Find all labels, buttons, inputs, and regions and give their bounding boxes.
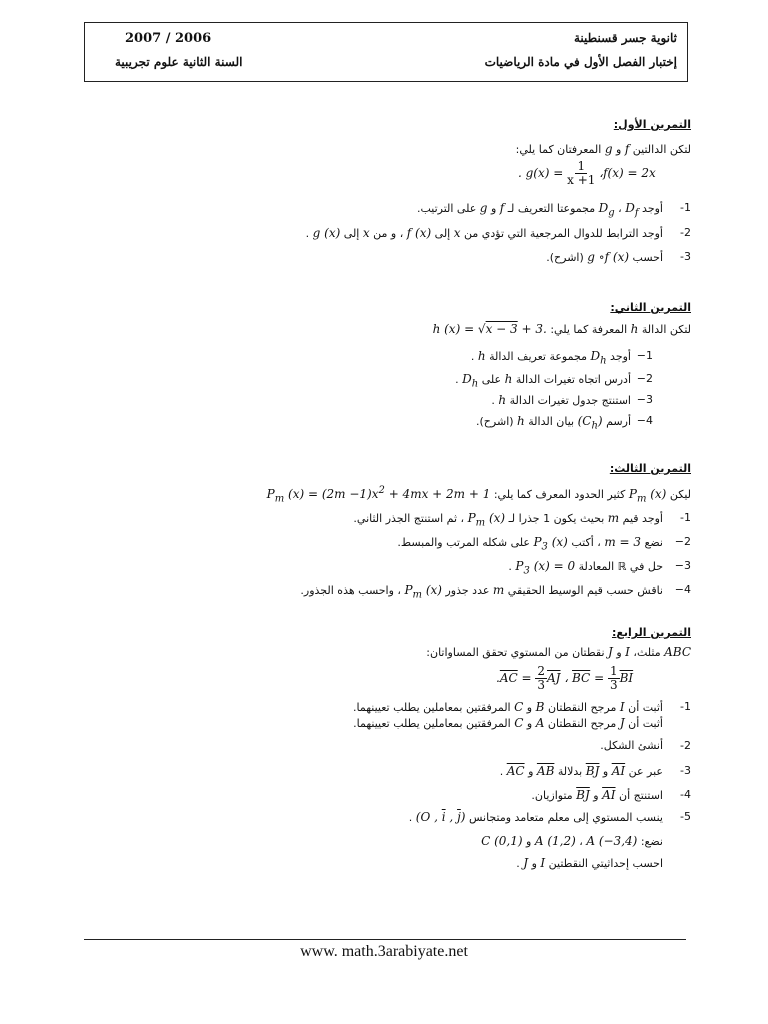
ex3-item-3: حل في ℝ المعادلة $P_3$ (x) = 0 . — [508, 559, 663, 577]
ex2-item-2: أدرس اتجاه تغيرات الدالة h على $D_h$ . — [455, 372, 631, 390]
ex1-item-2-number: -2 — [680, 226, 691, 239]
ex4-item-1-number: -1 — [680, 700, 691, 713]
ex3-item-2: نضع m = 3 ، أكتب $P_3$ (x) على شكله المرتب والمبسط. — [397, 535, 663, 553]
footer-divider — [84, 939, 686, 940]
ex2-intro: لتكن الدالة h المعرفة كما يلي: .h (x) = √x − 3 + 3 — [432, 322, 691, 336]
ex4-equalities: $.\overline{AC}$ = $\frac{2}{3}$ $\overline{AJ}$ ، $\overline{BC}$ = $\frac{1}{3}$ $\overline{BI}$ — [496, 664, 634, 692]
ex3-item-1-number: -1 — [680, 511, 691, 524]
ex1-item-2: أوجد الترابط للدوال المرجعية التي تؤدي من x إلى f (x) ، و من x إلى g (x) . — [305, 226, 663, 240]
ex4-item-4: استنتج أن $\overline{AI}$ و $\overline{BJ}$ متوازيان. — [531, 788, 663, 802]
ex3-title: التمرين الثالث: — [609, 462, 691, 475]
ex1-item-3-number: -3 — [680, 250, 691, 263]
ex2-title: التمرين الثاني: — [610, 301, 691, 314]
exam-title: إختبار الفصل الأول في مادة الرياضيات — [484, 55, 677, 69]
ex1-intro: لتكن الدالتين f و g المعرفتان كما يلي: — [515, 142, 691, 156]
ex3-intro: ليكن $P_m$ (x) كثير الحدود المعرف كما يلي: $P_m$ $(x) = (2m -1)x^2 + 4mx + 2m + 1$ — [266, 485, 691, 505]
ex4-item-3: عبر عن $\overline{AI}$ و $\overline{BJ}$ بدلالة $\overline{AB}$ و $\overline{AC}$ . — [499, 764, 663, 778]
ex4-item-5: ينسب المستوي إلى معلم متعامد ومتجانس (O , $\overline{i}$ , $\overline{j}$) . — [408, 810, 663, 824]
ex2-item-1-number: −1 — [636, 349, 653, 362]
ex4-item-5-points: نضع: A (1,2) ، A (−3,4) و C (0,1) — [481, 834, 663, 848]
ex3-item-1: أوجد قيم m بحيث يكون 1 جذرا لـ $P_m$ (x) ، ثم استنتج الجذر الثاني. — [353, 511, 663, 529]
ex4-item-1a: أثبت أن I مرجح النقطتان B و C المرفقتين بمعاملين يطلب تعيينهما. — [353, 700, 663, 714]
ex4-item-4-number: -4 — [680, 788, 691, 801]
ex3-item-3-number: −3 — [674, 559, 691, 572]
ex1-title: التمرين الأول: — [613, 118, 691, 131]
ex3-item-2-number: −2 — [674, 535, 691, 548]
ex2-item-3: استنتج جدول تغيرات الدالة h . — [491, 393, 631, 407]
ex2-item-4: أرسم $(C_h)$ بيان الدالة h (اشرح). — [476, 414, 631, 432]
ex4-intro: ABC مثلث، I و J نقطتان من المستوي تحقق المساواتان: — [426, 645, 691, 659]
ex3-item-4-number: −4 — [674, 583, 691, 596]
header-box — [84, 22, 688, 82]
ex4-item-2-number: -2 — [680, 739, 691, 752]
ex4-title: التمرين الرابع: — [611, 626, 691, 639]
class-level: السنة الثانية علوم تجريبية — [115, 55, 243, 69]
school-year: 2007 / 2006 — [125, 31, 212, 46]
ex4-item-5-question: احسب إحداثيتي النقطتين I و J . — [516, 856, 663, 870]
ex4-item-3-number: -3 — [680, 764, 691, 777]
ex1-item-1-number: -1 — [680, 201, 691, 214]
ex1-item-3: أحسب g ∘f (x) (اشرح). — [546, 250, 663, 264]
ex3-item-4: ناقش حسب قيم الوسيط الحقيقي m عدد جذور $P_m$ (x) ، واحسب هذه الجذور. — [300, 583, 663, 601]
footer-website: www. math.3arabiyate.net — [300, 943, 468, 960]
ex4-item-1b: أثبت أن J مرجح النقطتان A و C المرفقتين بمعاملين يطلب تعيينهما. — [353, 716, 663, 730]
ex2-item-1: أوجد $D_h$ مجموعة تعريف الدالة h . — [470, 349, 631, 367]
ex4-item-2: أنشئ الشكل. — [600, 739, 663, 752]
ex2-item-2-number: −2 — [636, 372, 653, 385]
ex2-item-4-number: −4 — [636, 414, 653, 427]
ex2-item-3-number: −3 — [636, 393, 653, 406]
ex4-item-5-number: -5 — [680, 810, 691, 823]
ex1-item-1: أوجد $D_g$ ، $D_f$ مجموعتا التعريف لـ f و g على الترتيب. — [416, 201, 663, 219]
school-name: ثانوية جسر قسنطينة — [574, 31, 677, 45]
ex1-definition: . g(x) = $\frac{1}{x +1}$ ،f(x) = 2x — [518, 159, 656, 187]
